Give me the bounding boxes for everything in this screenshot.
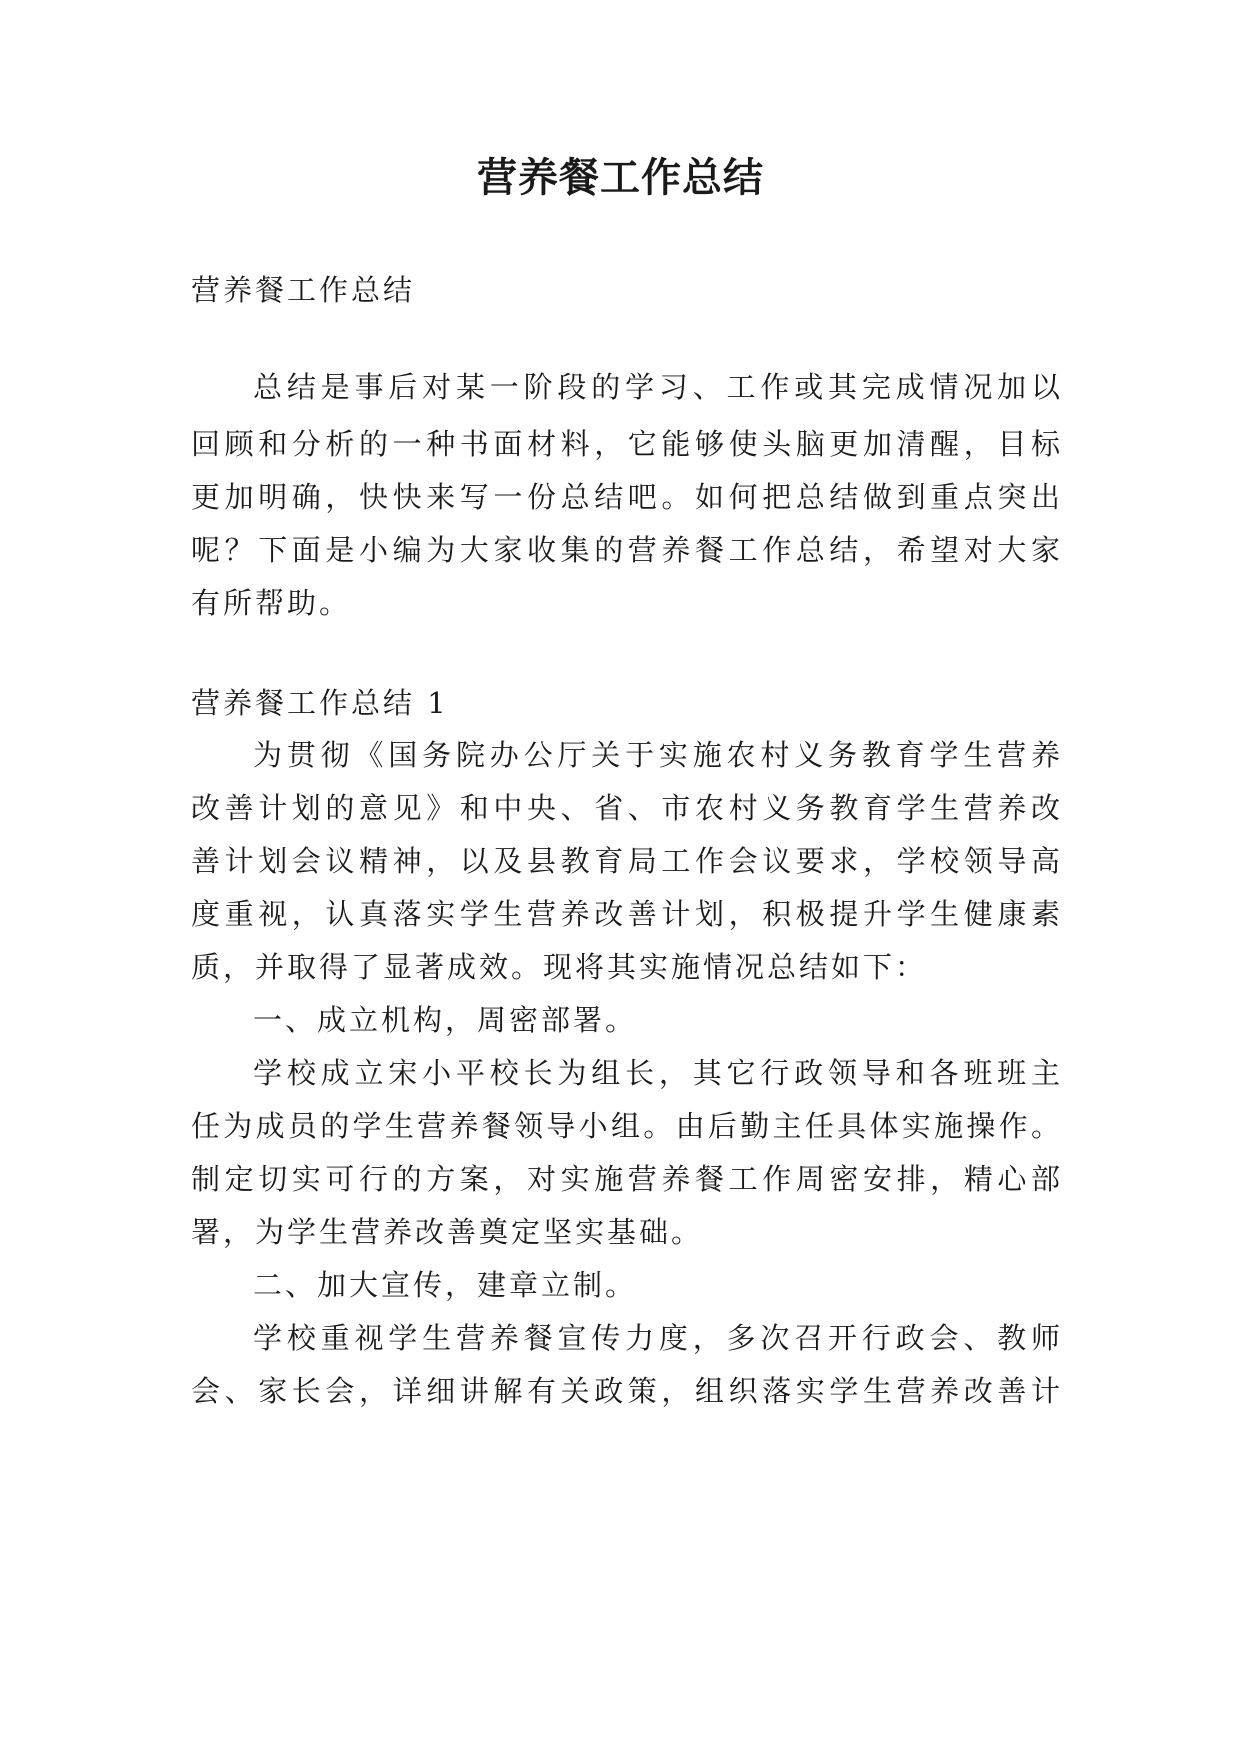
- paragraph-line: 学校重视学生营养餐宣传力度，多次召开行政会、教师: [253, 1321, 1063, 1355]
- intro-line: 总结是事后对某一阶段的学习、工作或其完成情况加以: [253, 370, 1063, 404]
- paragraph-line: 学校成立宋小平校长为组长，其它行政领导和各班班主: [253, 1056, 1063, 1090]
- paragraph-line: 度重视，认真落实学生营养改善计划，积极提升学生健康素: [191, 897, 1063, 931]
- intro-line: 有所帮助。: [191, 586, 352, 620]
- subheading-2: 二、加大宣传，建章立制。: [253, 1268, 638, 1302]
- paragraph-line: 质，并取得了显著成效。现将其实施情况总结如下：: [191, 950, 928, 984]
- subheading-1: 一、成立机构，周密部署。: [253, 1003, 638, 1037]
- document-subtitle: 营养餐工作总结: [191, 273, 416, 307]
- intro-line: 回顾和分析的一种书面材料，它能够使头脑更加清醒，目标: [191, 427, 1063, 461]
- document-title: 营养餐工作总结: [477, 154, 764, 201]
- paragraph-line: 改善计划的意见》和中央、省、市农村义务教育学生营养改: [191, 791, 1063, 825]
- paragraph-line: 署，为学生营养改善奠定坚实基础。: [191, 1215, 704, 1249]
- intro-line: 呢？下面是小编为大家收集的营养餐工作总结，希望对大家: [191, 533, 1063, 567]
- paragraph-line: 任为成员的学生营养餐领导小组。由后勤主任具体实施操作。: [191, 1109, 1063, 1143]
- paragraph-line: 善计划会议精神，以及县教育局工作会议要求，学校领导高: [191, 844, 1063, 878]
- paragraph-line: 为贯彻《国务院办公厅关于实施农村义务教育学生营养: [253, 738, 1063, 772]
- section-heading: 营养餐工作总结 1: [191, 686, 449, 720]
- paragraph-line: 会、家长会，详细讲解有关政策，组织落实学生营养改善计: [191, 1374, 1063, 1408]
- paragraph-line: 制定切实可行的方案，对实施营养餐工作周密安排，精心部: [191, 1162, 1063, 1196]
- intro-line: 更加明确，快快来写一份总结吧。如何把总结做到重点突出: [191, 480, 1063, 514]
